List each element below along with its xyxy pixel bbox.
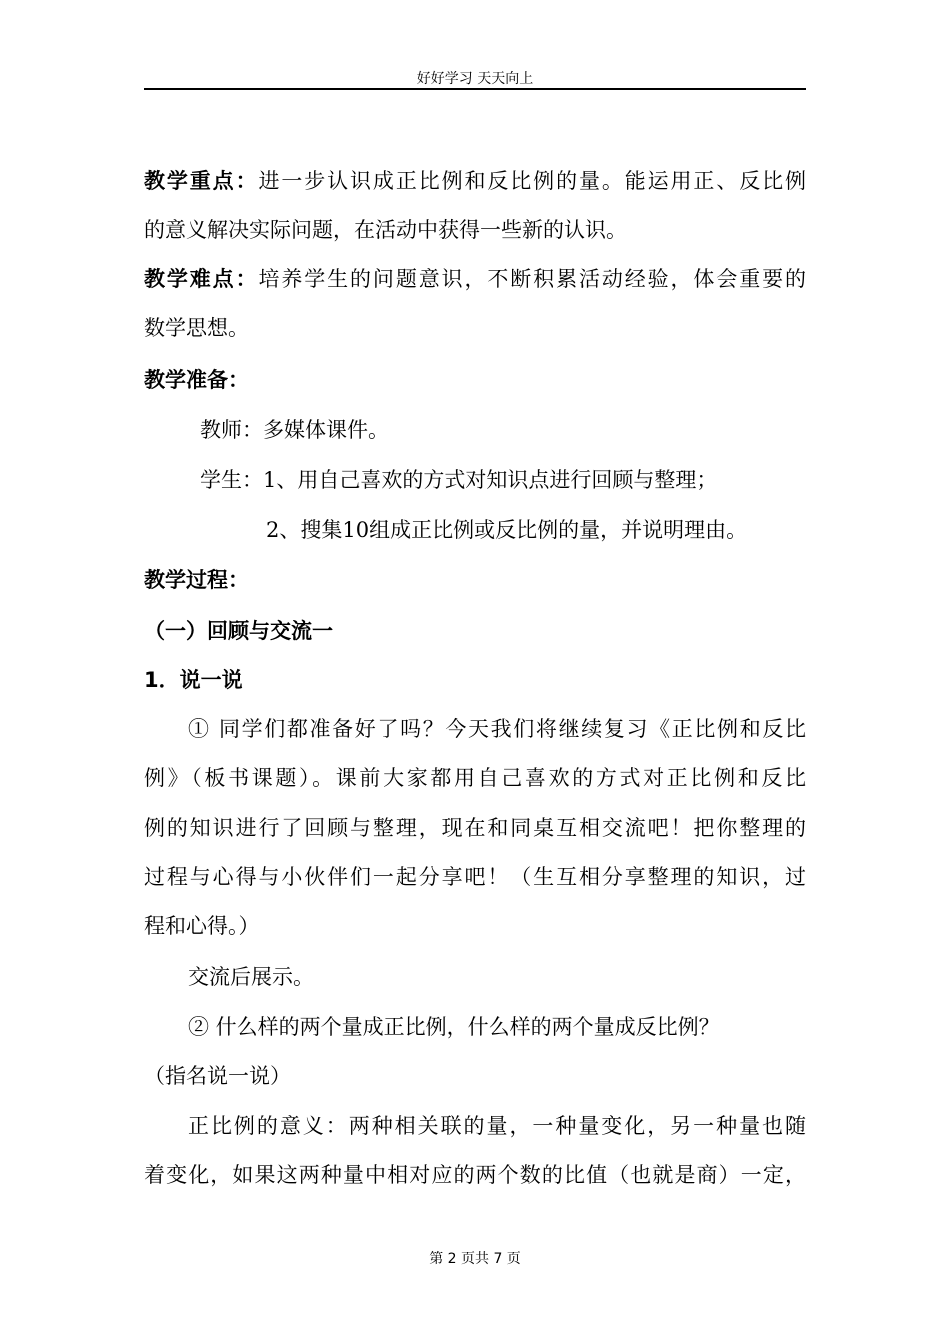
paragraph1-line2: 例》（板书课题）。课前大家都用自己喜欢的方式对正比例和反比	[144, 766, 806, 790]
paragraph3-note: （指名说一说）	[144, 1064, 291, 1088]
preparation-label: 教学准备：	[144, 368, 249, 392]
step-heading: 1．说一说	[144, 668, 243, 692]
paragraph3: ② 什么样的两个量成正比例，什么样的两个量成反比例？	[188, 1015, 720, 1039]
difficult-points-label: 教学难点：	[144, 267, 259, 291]
paragraph1-line5: 程和心得。）	[144, 914, 260, 938]
paragraph4-line2: 着变化，如果这两种量中相对应的两个数的比值（也就是商）一定，	[144, 1163, 806, 1187]
process-label: 教学过程：	[144, 568, 249, 592]
key-points-line1	[144, 167, 806, 195]
difficult-points-text1: 培养学生的问题意识，不断积累活动经验，体会重要的	[258, 267, 807, 291]
difficult-points-line1	[144, 265, 806, 293]
header-divider	[144, 88, 806, 90]
preparation-teacher: 教师：多媒体课件。	[200, 418, 389, 442]
section-heading: （一）回顾与交流一	[144, 619, 333, 643]
paragraph1-line3: 例的知识进行了回顾与整理，现在和同桌互相交流吧！把你整理的	[144, 816, 806, 840]
page-footer: 第 2 页共 7 页	[429, 1251, 521, 1267]
paragraph4-line1: 正比例的意义：两种相关联的量，一种量变化，另一种量也随	[188, 1114, 806, 1138]
key-points-text1: 进一步认识成正比例和反比例的量。能运用正、反比例	[258, 169, 807, 193]
paragraph1-line1: ① 同学们都准备好了吗？今天我们将继续复习《正比例和反比	[188, 717, 806, 741]
paragraph1-line4: 过程与心得与小伙伴们一起分享吧！（生互相分享整理的知识，过	[144, 865, 806, 889]
key-points-line2: 的意义解决实际问题，在活动中获得一些新的认识。	[144, 218, 627, 242]
paragraph2: 交流后展示。	[188, 965, 314, 989]
preparation-student1: 学生：1、用自己喜欢的方式对知识点进行回顾与整理；	[200, 468, 718, 492]
preparation-student2: 2、搜集10组成正比例或反比例的量，并说明理由。	[266, 518, 748, 542]
difficult-points-line2: 数学思想。	[144, 316, 249, 340]
key-points-label: 教学重点：	[144, 169, 259, 193]
page-header: 好好学习 天天向上	[416, 71, 534, 87]
